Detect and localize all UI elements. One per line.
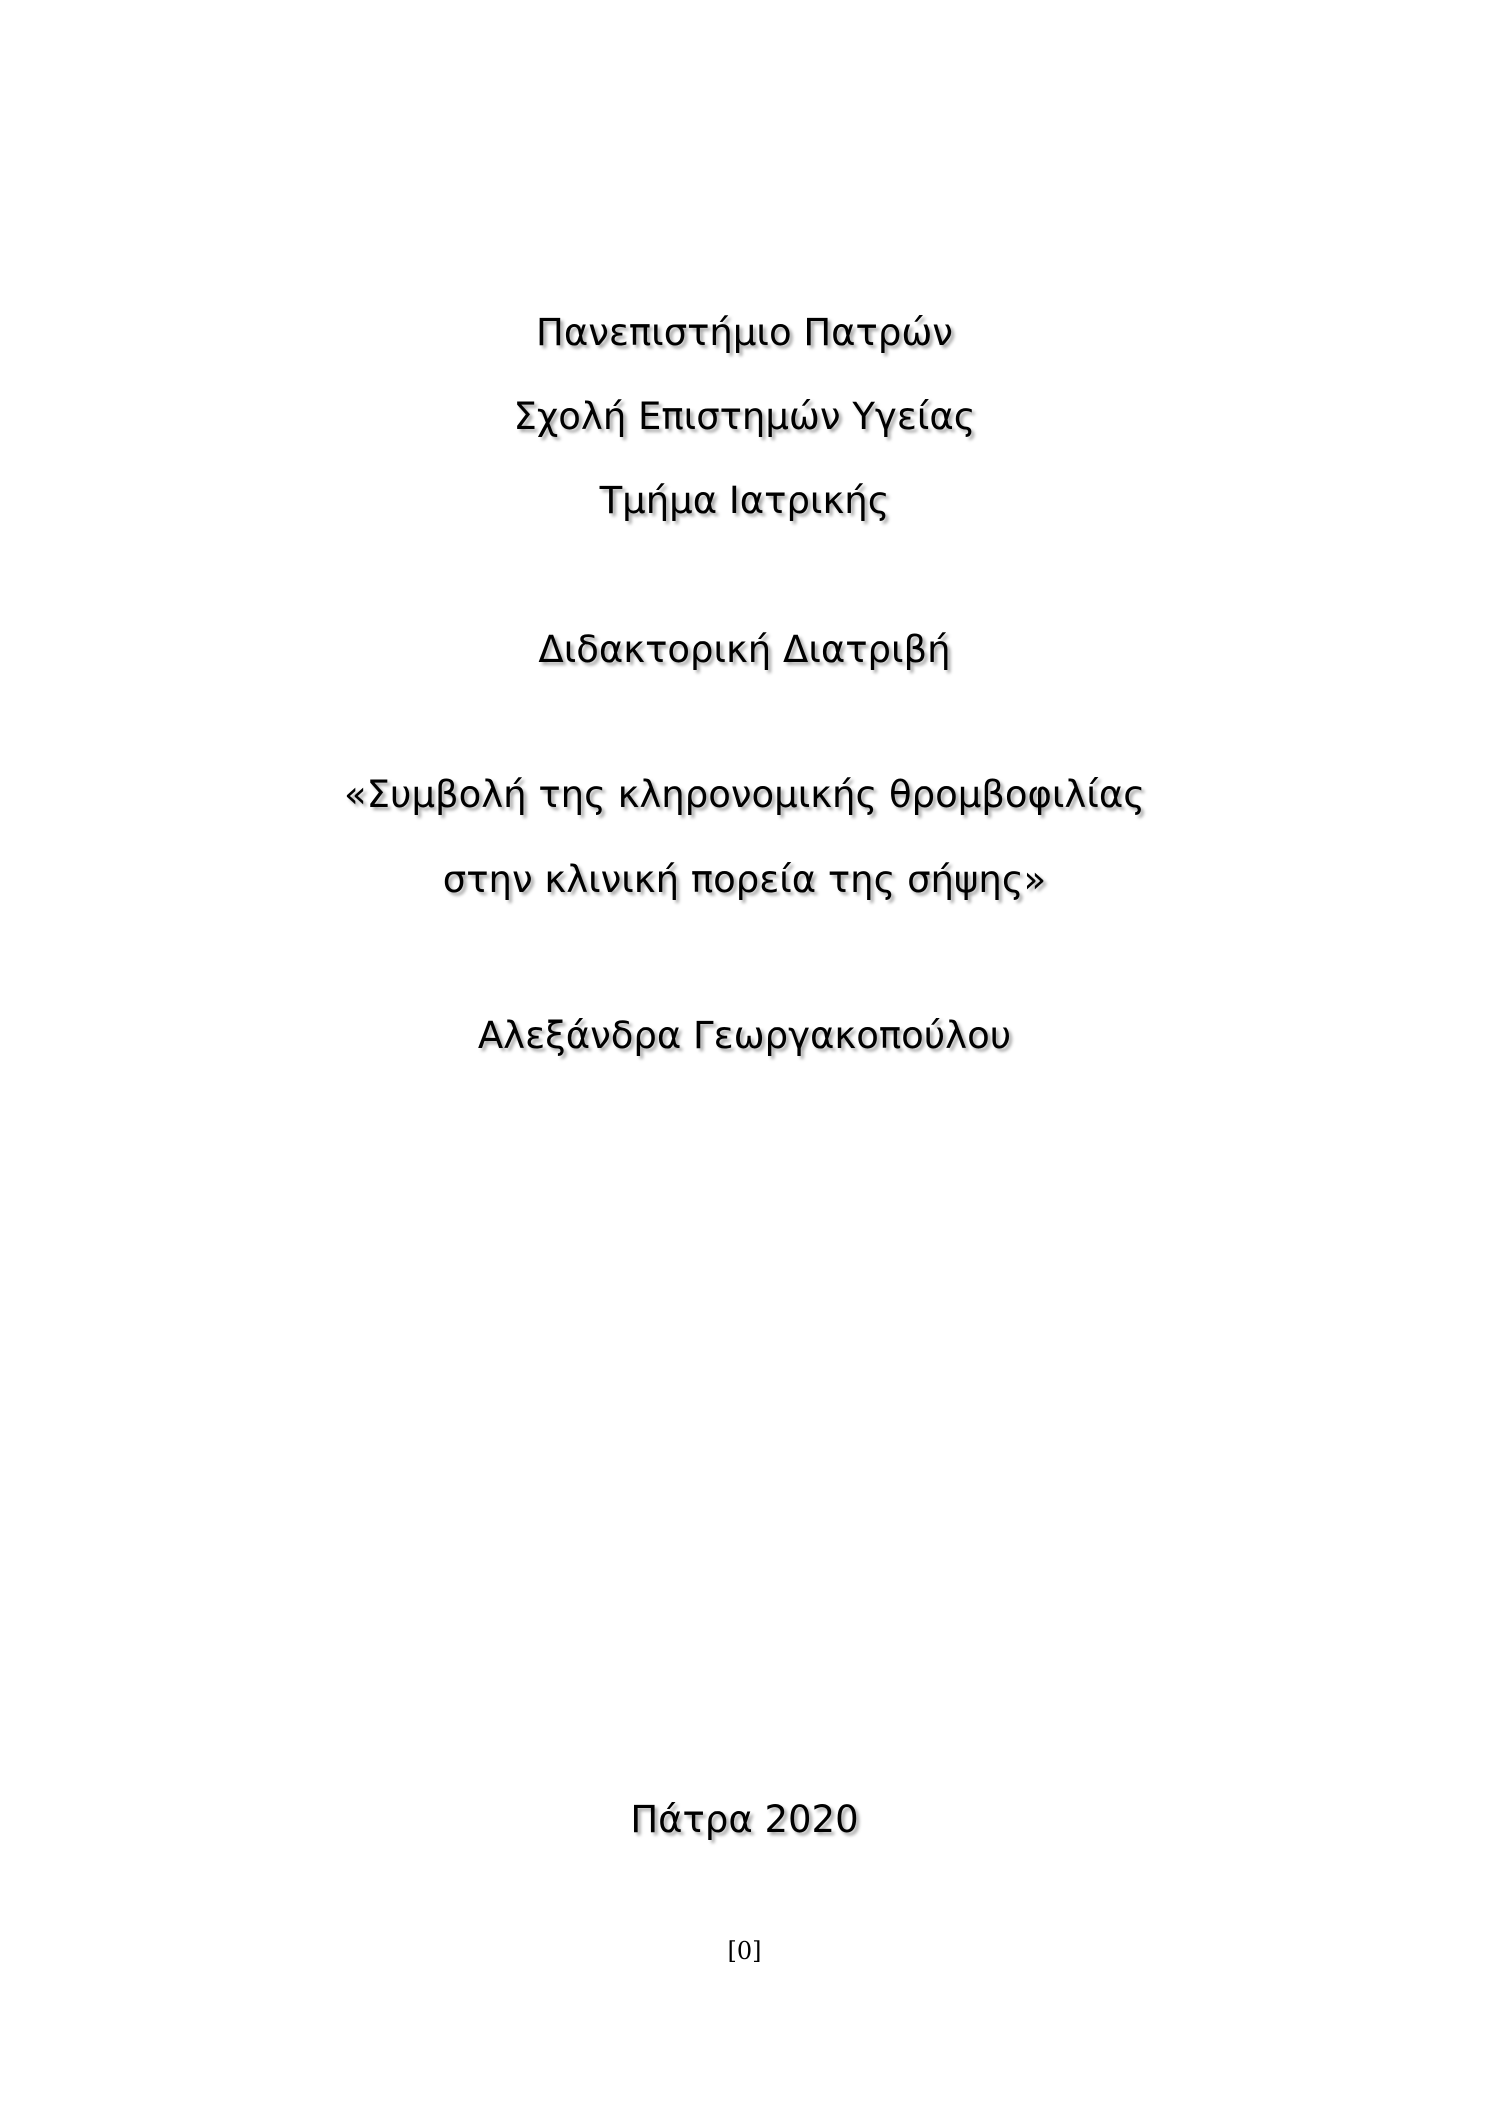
- place-and-year: Πάτρα 2020: [630, 1798, 859, 1841]
- university-name: Πανεπιστήμιο Πατρών: [536, 311, 953, 354]
- department-name: Τμήμα Ιατρικής: [599, 479, 890, 522]
- thesis-title-line-2: στην κλινική πορεία της σήψης»: [442, 858, 1047, 901]
- author-name: Αλεξάνδρα Γεωργακοπούλου: [477, 1014, 1012, 1057]
- school-name: Σχολή Επιστημών Υγείας: [513, 395, 976, 438]
- thesis-title-line-1: «Συμβολή της κληρονομικής θρομβοφιλίας: [344, 773, 1145, 816]
- page-number: [0]: [727, 1937, 762, 1965]
- document-type: Διδακτορική Διατριβή: [538, 628, 951, 671]
